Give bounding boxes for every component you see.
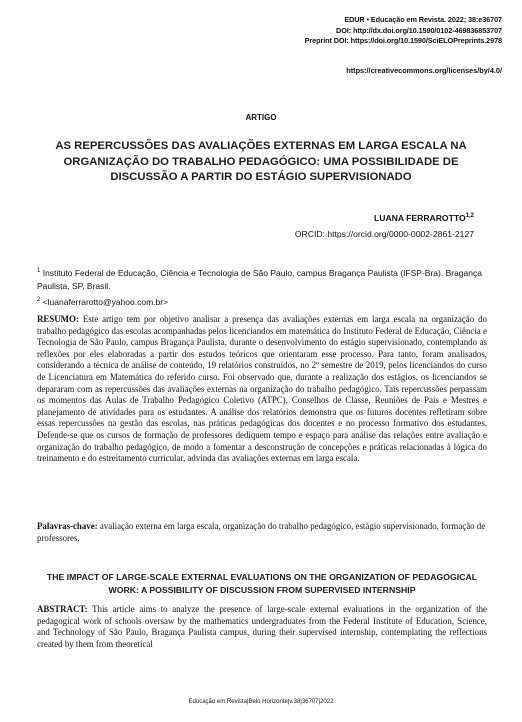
section-label: ARTIGO <box>245 113 277 122</box>
keywords-label: Palavras-chave: <box>37 521 98 531</box>
abstract-label: RESUMO: <box>37 314 79 324</box>
affiliation-1 <box>37 265 487 294</box>
affiliation-1-number: 1 <box>37 268 41 274</box>
license-link[interactable]: https://creativecommons.org/licenses/by/4.0/ <box>346 66 502 75</box>
page-footer: Educação em Revista|Belo Horizonte|v.38|36707|2022 <box>188 699 334 705</box>
affiliation-2-number: 2 <box>37 297 41 304</box>
article-title-english: THE IMPACT OF LARGE-SCALE EXTERNAL EVALUATIONS ON THE ORGANIZATION OF PEDAGOGICAL WORK: A POSSIBILITY OF DISCUSSION FROM SUPERVISED INTERNSHIP <box>46 572 478 595</box>
journal-citation: EDUR • Educação em Revista. 2022; 38:e36707 <box>344 15 502 24</box>
author-orcid[interactable]: ORCID: https://orcid.org/0000-0002-2861-2127 <box>294 229 474 239</box>
journal-header <box>305 15 502 47</box>
abstract-en-label: ABSTRACT: <box>37 604 88 614</box>
article-title-portuguese: AS REPERCUSSÕES DAS AVALIAÇÕES EXTERNAS EM LARGA ESCALA NA ORGANIZAÇÃO DO TRABALHO PEDAGÓGICO: UMA POSSIBILIDADE DE DISCUSSÃO A PARTIR DO ESTÁGIO SUPERVISIONADO <box>55 140 467 183</box>
abstract-en-text: This article aims to analyze the presence of large-scale external evaluations in the organization of the pedagogical work of schools oversaw by the mathematics undergraduates from the Federal Institute of Education, Science, and Technology of São Paulo, Bragança Paulista campus, during their supervised internship, contemplating the reflections created by them from theoretical <box>37 604 487 649</box>
doi-line: DOI: http://dx.doi.org/10.1590/0102-469836853707 <box>336 25 502 35</box>
author-affiliation-marks: 1,2 <box>465 213 474 220</box>
affiliation-1-text: Instituto Federal de Educação, Ciência e Tecnologia de São Paulo, campus Bragança Paulista (IFSP-Bra). Bragança Paulista, SP, Brasil. <box>37 267 482 292</box>
author-email[interactable]: <luanaferrarotto@yahoo.com.br> <box>40 296 169 307</box>
preprint-doi-line: Preprint DOI: https://doi.org/10.1590/SciELOPreprints.2978 <box>304 36 502 45</box>
keywords <box>37 521 487 544</box>
keywords-text: avaliação externa em larga escala, organização do trabalho pedagógico, estágio supervisionado, formação de professores. <box>37 521 486 543</box>
affiliation-2 <box>37 294 487 309</box>
author-name <box>374 213 474 223</box>
abstract-portuguese <box>37 314 487 465</box>
affiliations <box>37 265 487 309</box>
abstract-english <box>37 604 487 650</box>
abstract-text: Este artigo tem por objetivo analisar a presença das avaliações externas em larga escala na organização do trabalho pedagógico das escolas acompanhadas pelos licenciandos em matemática do Instituto Federal de Educação, Ciência e Tecnologia de São Paulo, campus Bragança Paulista, durante o desenvolvimento do estágio supervisionado, contemplando as reflexões por eles elaboradas a partir dos estudos teóricos que orientaram esse processo. Para tanto, foram analisados, considerando a técnica de análise de conteúdo, 19 relatórios construídos, no 2º semestre de 2019, pelos licenciandos do curso de Licenciatura em Matemática do referido curso. Foi observado que, durante a realização dos estágios, os licenciandos se depararam com as repercussões das avaliações externas na organização do trabalho pedagógico. Tais repercussões perpassam os momentos das Aulas de Trabalho Pedagógico Coletivo (ATPC), Conselhos de Classe, Reuniões de Pais e Mestres e planejamento de atividades para os estudantes. A análise dos relatórios demonstra que os futuros docentes refletiram sobre essas repercussões na gestão das escolas, nas práticas pedagógicas dos docentes e no processo formativo dos estudantes. Defende-se que os cursos de formação de professores dediquem tempo e espaço para análise das relações entre avaliação e organização do trabalho pedagógico, de modo a fomentar a desconstrução de concepções e práticas relacionadas à lógica do treinamento e do estreitamento curricular, advinda das avaliações externas em larga escala. <box>37 314 487 464</box>
author-name-text: LUANA FERRAROTTO <box>373 213 466 223</box>
